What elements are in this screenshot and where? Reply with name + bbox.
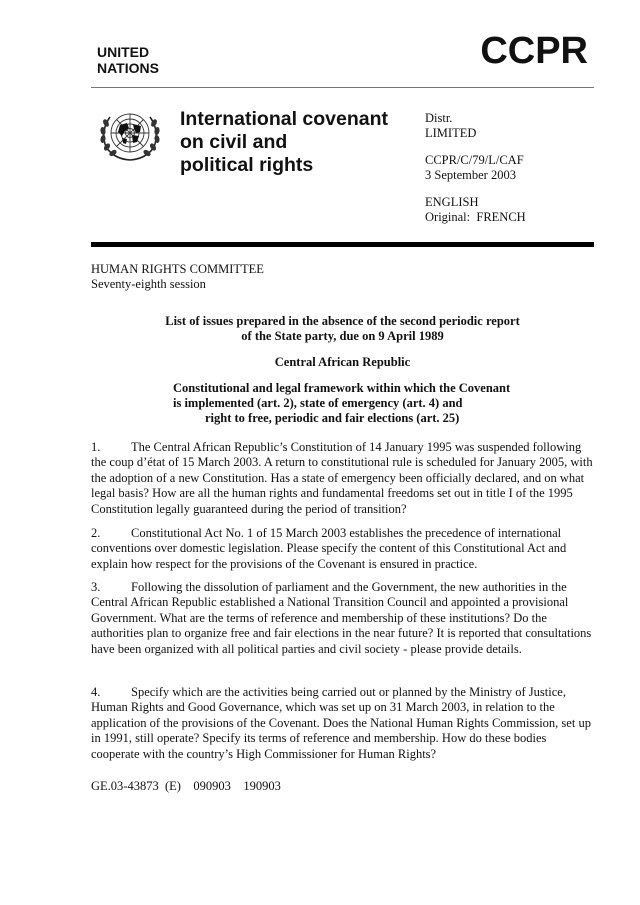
title-line-2: on civil and [180, 131, 288, 153]
distr-label: Distr. [425, 111, 453, 125]
session-name: Seventy-eighth session [91, 277, 206, 291]
paragraph-text: Following the dissolution of parliament and the Government, the new authorities in the Central African Republic established a National Transition Council and appointed a provisional Government. What are the terms of reference and membership of these institutions? Do the authorities plan to organize free and fair elections in the near future? It is reported that consultations have been organized with all political parties and civil society - please provide details. [91, 580, 592, 656]
paragraph-4 [91, 685, 596, 762]
subheading-line-3: right to free, periodic and fair elections (art. 25) [205, 411, 460, 425]
title-block-divider [91, 242, 594, 247]
paragraph-text: The Central African Republic’s Constitution of 14 January 1995 was suspended following the coup d’état of 15 March 2003. A return to constitutional rule is scheduled for January 2005, with the adoption of a new Constitution. Has a state of emergency been officially declared, and on what legal basis? How are all the human rights and fundamental freedoms set out in title I of the 1995 Constitution legally guaranteed during the period of transition? [91, 440, 593, 516]
org-line-2: NATIONS [97, 60, 159, 76]
section-heading [91, 381, 594, 426]
heading-line-1: List of issues prepared in the absence of the second periodic report [165, 314, 520, 328]
original-language: Original: FRENCH [425, 210, 526, 224]
committee-name: HUMAN RIGHTS COMMITTEE [91, 262, 264, 276]
un-emblem-icon [96, 105, 164, 163]
paragraph-3 [91, 580, 596, 657]
paragraph-text: Constitutional Act No. 1 of 15 March 2003 establishes the precedence of international conventions over domestic legislation. Please specify the content of this Constitutional Act and explain how respect for the provisions of the Covenant is ensured in practice. [91, 526, 567, 571]
header-divider [91, 87, 594, 88]
paragraph-number: 2. [91, 526, 101, 540]
org-line-1: UNITED [97, 44, 150, 60]
subheading-line-1: Constitutional and legal framework within which the Covenant [173, 381, 511, 395]
document-series-symbol: CCPR [480, 30, 588, 72]
paragraph-number: 4. [91, 685, 101, 699]
document-title [180, 108, 388, 177]
organization-label [97, 44, 159, 76]
main-heading [91, 314, 594, 344]
paragraph-text: Specify which are the activities being carried out or planned by the Ministry of Justice, Human Rights and Good Governance, which was set up on 31 March 2003, in relation to the application of the provisions of the Covenant. Does the National Human Rights Commission, set up in 1991, still operate? Specify its terms of reference and membership. How do these bodies cooperate with the country’s High Commissioner for Human Rights? [91, 685, 591, 761]
paragraph-number: 3. [91, 580, 101, 594]
country-heading: Central African Republic [274, 355, 411, 369]
committee-block [91, 262, 264, 292]
title-line-1: International covenant [180, 108, 389, 130]
subheading-line-2: is implemented (art. 2), state of emergency (art. 4) and [173, 396, 463, 410]
document-language: ENGLISH [425, 195, 479, 209]
paragraph-2 [91, 526, 596, 572]
job-number-footer: GE.03-43873 (E) 090903 190903 [91, 779, 281, 793]
paragraph-number: 1. [91, 440, 101, 454]
heading-line-2: of the State party, due on 9 April 1989 [241, 329, 444, 343]
title-line-3: political rights [180, 154, 314, 176]
document-symbol: CCPR/C/79/L/CAF [425, 153, 524, 167]
distribution-block [425, 111, 526, 225]
document-date: 3 September 2003 [425, 168, 516, 182]
paragraph-1 [91, 440, 596, 517]
distr-value: LIMITED [425, 126, 477, 140]
